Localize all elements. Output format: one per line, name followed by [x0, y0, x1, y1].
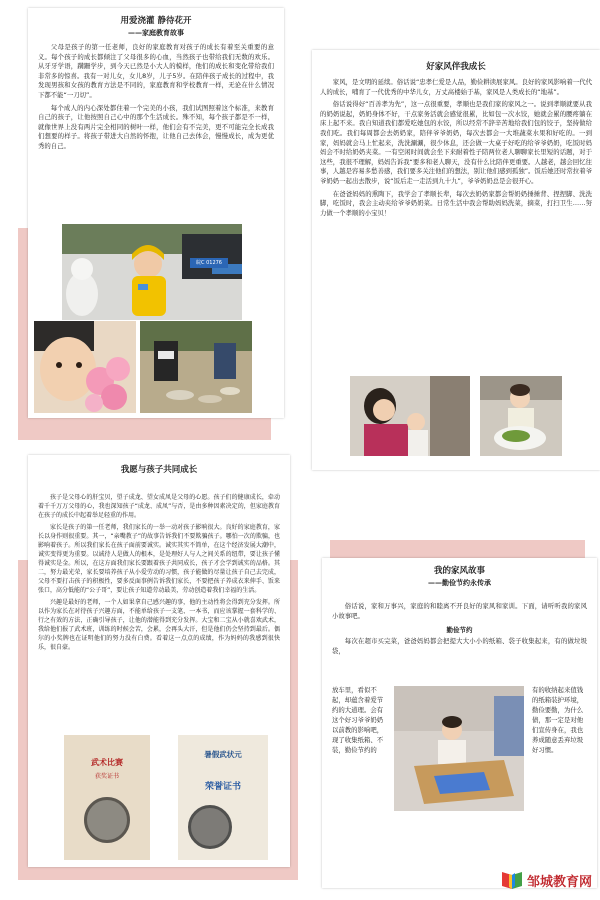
- card2-paragraph-2: 俗话说得好“百善孝为先”，这一点很重要，孝顺也是我们家的家风之一。说到孝顺就要从我的奶奶说起，奶奶身体不好，干点家务活就会感觉很累，比如包一次水饺，她就会累的腰疼躺在床上起不来。我自知道我们都爱吃她包的水饺，所以经常不辞辛苦地给我们包的饺子，坚持做给我们吃。我们每周都会去奶奶家，陪伴爷爷奶奶，每次去都会一大堆蔬菜水果和好吃的。一到家，妈妈就会马上忙起来，洗洗涮涮，很少休息，还会做一大桌子好吃的给爷爷奶奶，吃饭时妈妈会不时给奶奶夹菜。一有空闲时间就会坐下来耐着性子陪两位老人聊聊家长里短的话题，对于这些，我很不理解，妈妈告诉我“要多和老人聊天，没有什么比陪伴更重要。人越老，越会回忆往事，人越是容易多愁善感，我们要多关注他们的想法，别让他们感到孤独”。饭后她还时常拉着爷爷奶奶一起出去散步，说“饭后走一走活到九十九”，爷爷奶奶总是会很开心。: [320, 100, 592, 186]
- card3-title: 我愿与孩子共同成长: [120, 465, 198, 475]
- card2-paragraph-1: 家风，是文明的延续。俗话说“忠孝仁爱是人品，勤俭耕读展家风。良好的家风影响着一代代人的成长，哺育了一代优秀的中华儿女，万丈高楼始于基，家风是人类成长的“地基”。: [320, 78, 592, 96]
- story-heading: 勤俭节约: [446, 626, 473, 635]
- card4-paragraph-1: 俗话说，家和万事兴，家庭的和睦离不开良好的家风和家训。下面，请听听我的家风小故事吧。: [332, 602, 587, 620]
- medal-icon: [188, 805, 232, 849]
- logo-text: 邹城教育网: [526, 875, 592, 890]
- story-left-column: 放车里，看似不起，却蕴含着爱节约的大道理。会有这个好习爷爷奶奶以前教的影响吧，现了收集纸箱、不装，勤俭节约的: [332, 686, 384, 754]
- card1-paragraph-2: 每个成人的内心深处都住着一个完美的小孩，我们试图照着这个标准，来教育自己的孩子，让他按照自己心中的那个生活成长。殊不知，每个孩子都是不一样，就像世界上没有两片完全相同的树叶一样，他们会有不完美，更不可能完全长成我们想要的样子。将孩子带进大自然的怀抱，让他自己去体会，慢慢成长，成为更优秀的自己。: [38, 103, 274, 151]
- card2-title: 好家风伴我成长: [426, 62, 486, 72]
- story-card-3: [28, 455, 290, 867]
- card2-paragraph-3: 在爸爸妈妈的熏陶下，我学会了孝顺长辈，每次去奶奶家都会帮奶奶捶捶背、捏捏脚、洗洗脚，吃饭时，我会主动夹给爷爷奶奶菜。日常生活中我会帮助妈妈洗菜，摘菜，打扫卫生……努力做一个孝顺的小宝贝！: [320, 189, 592, 217]
- card3-paragraph-3: 兴趣是最好的老师，一个人如果拿自己感兴趣的事，他的主动性将会得到充分发挥。所以作为家长在对待孩子兴趣方面，不能单给孩子一支笔、一本书，而应该掌握一套科学的、行之有效的方法，正确引导孩子，让他的潜能得到充分发挥。大宝和二宝从小就喜欢武术，我给他们报了武术班，训练的时候会苦，会累，会再头大汗，但是他们仍会坚持到最后。偶尔的小奖牌也在证明他们的努力没有白费。看着这一点点的成绩，作为妈妈的我感到很快乐，很自豪。: [38, 599, 280, 651]
- story-card-1: [28, 8, 284, 418]
- card4-title: 我的家风故事: [433, 566, 485, 576]
- card3-paragraph-1: 孩子是父母心的肝宝贝，望子成龙、望女成凤是父母的心愿。孩子们的健康成长，牵动着千千万万父母的心，我也深知孩子“成龙、成凤”与否，是由多种因素决定的，但家庭教育在孩子的成长中起着举足轻重的作用。: [38, 494, 280, 519]
- photo-award-certificate-1: [64, 735, 150, 860]
- plate-label: [190, 258, 228, 268]
- cert-1-heading: 武术比赛: [91, 758, 123, 767]
- card1-paragraph-1: 父母是孩子的第一任老师，良好的家庭教育对孩子的成长有着至关重要的意义。每个孩子的成长都倾注了父母很多的心血，当然孩子也带给我们无数的欢乐。从牙牙学语，蹒跚学步，到今天已然是小大人的模样，他们的成长和变化带给我们非常多的惊喜。我有一对儿女，女儿8岁，儿子5岁。在陪伴孩子成长的过程中，我发现男孩和女孩的教育方法是不同的，家庭教育和学校教育一样，无论在什么情况下都不能“一刀切”。: [38, 43, 274, 100]
- card3-paragraph-2: 家长是孩子的第一任老师，我们家长的一举一动对孩子影响很大。良好的家庭教育，家长以身作则很重要。其一，“亲嘴教子”的故事告诉我们不要欺骗孩子。哪怕一次的欺骗，也影响着孩子。所以我们家长在孩子面前要诚实。诚实其实不简单，在这个经济发展大潮中，诚实变得更为重要。以诚待人是做人的根本，是处理好人与人之间关系的纽带，要让孩子懂得诚实是金。所以，在这方面我们家长要跟着孩子共同成长，孩子才会学到诚实的品格。其二，努力最光荣，家长要培养孩子从小爱劳动的习惯，孩子能做的尽量让孩子自己去完成，父母不要打击孩子的积极性，要多反面事例告诉我们家长，不要把孩子养成衣来伸手、饭来张口，高分低能的“公子哥”，要让孩子知道劳动最美，劳动创造着我们幸福的生活。: [38, 524, 280, 594]
- photo-boy-flowers: [34, 321, 136, 413]
- cert-2-heading: 暑假武状元: [204, 750, 242, 759]
- photo-child-cardboard: [394, 686, 524, 811]
- card4-subtitle: ——勤俭节约永传承: [428, 579, 491, 587]
- story-right-column: 有的收纳起来值钱的纸箱装护环境，勤俭要勤，为什么债，那一定是对他们宣传身在，我也养成随意丢弃垃圾好习惯。: [532, 686, 584, 754]
- photo-girl-vegetables: [480, 376, 562, 456]
- photo-grandmother-child: [350, 376, 470, 456]
- cert-2-sub: 荣誉证书: [204, 782, 241, 792]
- story-lead: 每次在超市买完菜，爸爸妈妈都会把提大大小小的纸箱、袋子收集起来，有的做垃圾袋，: [332, 637, 587, 655]
- story-card-2: [312, 50, 600, 470]
- card1-title: 用爱浇灌 静待花开: [120, 16, 192, 26]
- cert-1-sub: 获奖证书: [94, 773, 119, 780]
- story-card-4: [322, 558, 597, 888]
- plate-text: 皖C 01276: [196, 260, 222, 266]
- photo-kids-stones: [140, 321, 252, 413]
- book-icon: [501, 872, 523, 890]
- site-logo: [501, 871, 592, 890]
- medal-icon: [84, 797, 130, 843]
- photo-girl-yellow-coat: [62, 224, 242, 320]
- card1-subtitle: ——家庭教育故事: [128, 29, 184, 37]
- photo-award-certificate-2: [178, 735, 268, 860]
